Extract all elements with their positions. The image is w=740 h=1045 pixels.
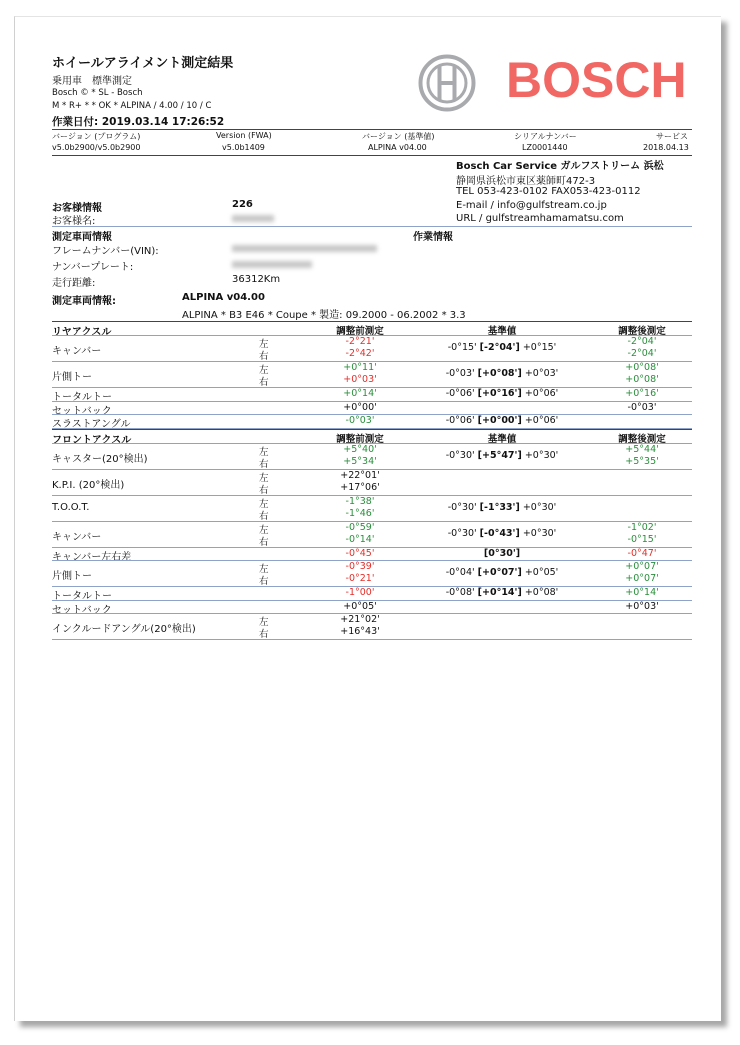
column-before-header: 調整前測定: [336, 326, 384, 337]
measured-vehicle-label: 測定車両情報:: [52, 296, 116, 307]
side-right-label: 右: [259, 629, 269, 640]
spec-value: -0°06' [+0°16'] +0°06': [445, 388, 559, 399]
serial-label: シリアルナンバー: [514, 132, 577, 141]
row-label: トータルトー: [52, 591, 112, 602]
service-label: サービス: [656, 132, 688, 141]
shop-tel: TEL 053-423-0102 FAX053-423-0112: [456, 186, 641, 197]
row-label: トータルトー: [52, 392, 112, 403]
spec-value: -0°30' [-0°43'] +0°30': [447, 527, 557, 539]
before-left-value: -1°38': [345, 495, 375, 507]
report-title: ホイールアライメント測定結果: [52, 56, 234, 71]
before-left-value: +22°01': [340, 469, 380, 481]
divider: [52, 155, 692, 156]
after-right-value: +0°08': [625, 374, 659, 385]
redacted-vin: [232, 245, 377, 252]
redacted-plate: [232, 261, 312, 268]
row-label: キャスター(20°検出): [52, 453, 148, 465]
side-left-label: 左: [259, 365, 269, 376]
row-label: K.P.I. (20°検出): [52, 479, 125, 491]
after-right-value: +5°35': [625, 455, 659, 467]
before-value: -1°00': [345, 587, 375, 598]
spec-value: -0°04' [+0°07'] +0°05': [445, 567, 559, 578]
before-left-value: +5°40': [343, 443, 377, 455]
after-value: -0°03': [627, 401, 657, 413]
row-label: セットバック: [52, 604, 112, 616]
section-divider: [52, 321, 692, 322]
before-right-value: -1°46': [345, 507, 375, 519]
spec-value: -0°30' [-1°33'] +0°30': [447, 501, 557, 513]
shop-url: URL / gulfstreamhamamatsu.com: [456, 213, 624, 224]
measured-vehicle-value: ALPINA v04.00: [182, 292, 265, 303]
row-label: T.O.O.T.: [52, 501, 90, 513]
customer-info-label: お客様情報: [52, 203, 102, 214]
rear-axle-title: リヤアクスル: [52, 327, 112, 338]
spec-value: [0°30']: [483, 547, 521, 559]
bosch-armature-logo-icon: [418, 54, 476, 112]
serial-value: LZ0001440: [522, 143, 568, 152]
after-value: +0°16': [625, 388, 659, 399]
version-fwa-value: v5.0b1409: [222, 143, 265, 152]
report-config: M * R+ * * OK * ALPINA / 4.00 / 10 / C: [52, 101, 212, 111]
vehicle-info-label: 測定車両情報: [52, 232, 112, 243]
after-right-value: -2°04': [627, 348, 657, 359]
side-left-label: 左: [259, 498, 269, 510]
row-divider: [52, 639, 692, 640]
side-right-label: 右: [259, 510, 269, 522]
before-right-value: +17°06': [340, 481, 380, 493]
spec-value: -0°08' [+0°14'] +0°08': [445, 587, 559, 598]
before-right-value: +0°03': [343, 374, 377, 385]
version-program-label: バージョン (プログラム): [52, 132, 141, 141]
side-left-label: 左: [259, 617, 269, 628]
report-subtitle: 乗用車 標準測定: [52, 76, 132, 87]
bosch-wordmark: BOSCH: [506, 52, 687, 108]
before-value: +0°14': [343, 388, 377, 399]
row-label: キャンバー: [52, 531, 102, 543]
before-right-value: +5°34': [343, 455, 377, 467]
before-left-value: -0°39': [345, 561, 375, 572]
divider: [52, 226, 692, 227]
before-left-value: -0°59': [345, 521, 375, 533]
column-after-header: 調整後測定: [618, 326, 666, 337]
spec-value: -0°15' [-2°04'] +0°15': [447, 342, 557, 353]
row-label: 片側トー: [52, 571, 92, 582]
row-label: スラストアングル: [52, 419, 131, 430]
work-datetime: 作業日付: 2019.03.14 17:26:52: [52, 116, 225, 128]
column-before-header: 調整前測定: [336, 433, 384, 445]
before-value: -0°45': [345, 547, 375, 559]
before-left-value: -2°21': [345, 336, 375, 347]
work-info-label: 作業情報: [413, 232, 453, 243]
plate-label: ナンバープレート:: [52, 262, 134, 273]
side-right-label: 右: [259, 484, 269, 496]
side-left-label: 左: [259, 446, 269, 458]
before-right-value: +16°43': [340, 626, 380, 637]
version-spec-value: ALPINA v04.00: [368, 143, 427, 152]
before-left-value: +21°02': [340, 614, 380, 625]
side-right-label: 右: [259, 576, 269, 587]
front-axle-title: フロントアクスル: [52, 434, 132, 446]
vin-label: フレームナンバー(VIN):: [52, 246, 159, 257]
side-right-label: 右: [259, 377, 269, 388]
side-left-label: 左: [259, 339, 269, 350]
column-spec-header: 基準値: [487, 326, 517, 337]
redacted-customer-name: [232, 215, 274, 222]
column-spec-header: 基準値: [487, 433, 517, 445]
after-value: -0°47': [627, 547, 657, 559]
side-right-label: 右: [259, 458, 269, 470]
mileage-label: 走行距離:: [52, 278, 96, 289]
after-right-value: -0°15': [627, 533, 657, 545]
version-spec-label: バージョン (基準値): [362, 132, 435, 141]
shop-address: 静岡県浜松市東区薬師町472-3: [456, 176, 596, 187]
before-value: -0°03': [345, 415, 375, 426]
section-divider: [52, 429, 692, 430]
column-after-header: 調整後測定: [618, 433, 666, 445]
side-left-label: 左: [259, 472, 269, 484]
shop-name: Bosch Car Service ガルフストリーム 浜松: [456, 161, 664, 172]
side-left-label: 左: [259, 524, 269, 536]
service-value: 2018.04.13: [643, 143, 689, 152]
side-right-label: 右: [259, 351, 269, 362]
mileage-value: 36312Km: [232, 274, 281, 285]
customer-info-value: 226: [232, 199, 253, 210]
after-right-value: +0°07': [625, 573, 659, 584]
spec-value: -0°30' [+5°47'] +0°30': [445, 449, 559, 461]
customer-name-label: お客様名:: [52, 216, 96, 227]
shop-email: E-mail / info@gulfstream.co.jp: [456, 200, 607, 211]
row-label: キャンバー左右差: [52, 551, 132, 563]
before-left-value: +0°11': [343, 362, 377, 373]
after-left-value: +0°08': [625, 362, 659, 373]
before-value: +0°05': [343, 600, 377, 612]
after-left-value: -2°04': [627, 336, 657, 347]
side-right-label: 右: [259, 536, 269, 548]
after-left-value: +5°44': [625, 443, 659, 455]
before-right-value: -0°21': [345, 573, 375, 584]
before-right-value: -0°14': [345, 533, 375, 545]
row-label: 片側トー: [52, 372, 92, 383]
row-label: セットバック: [52, 405, 112, 417]
after-value: +0°14': [625, 587, 659, 598]
row-label: インクルードアングル(20°検出): [52, 624, 196, 635]
version-program-value: v5.0b2900/v5.0b2900: [52, 143, 141, 152]
side-left-label: 左: [259, 564, 269, 575]
after-left-value: -1°02': [627, 521, 657, 533]
before-value: +0°00': [343, 401, 377, 413]
row-label: キャンバー: [52, 346, 102, 357]
spec-value: -0°03' [+0°08'] +0°03': [445, 368, 559, 379]
after-value: +0°03': [625, 600, 659, 612]
model-line: ALPINA * B3 E46 * Coupe * 製造: 09.2000 - 06.2002 * 3.3: [182, 310, 466, 321]
report-source: Bosch © * SL - Bosch: [52, 88, 143, 98]
before-right-value: -2°42': [345, 348, 375, 359]
divider: [52, 129, 692, 130]
spec-value: -0°06' [+0°00'] +0°06': [445, 415, 559, 426]
after-left-value: +0°07': [625, 561, 659, 572]
version-fwa-label: Version (FWA): [216, 131, 272, 140]
